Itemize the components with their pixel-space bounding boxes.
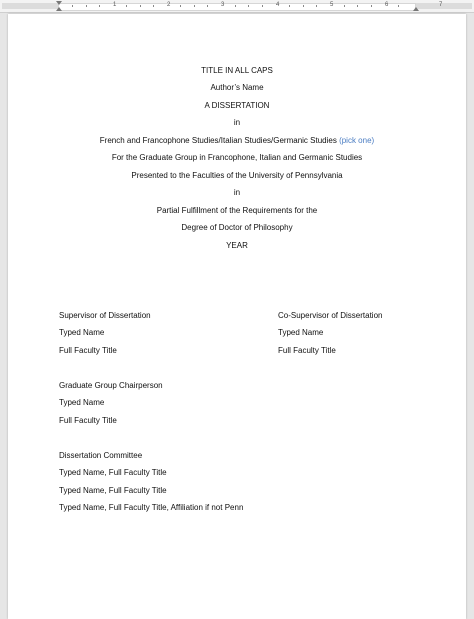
right-indent-marker[interactable]: [413, 7, 419, 11]
degree-line[interactable]: Degree of Doctor of Philosophy: [181, 223, 293, 232]
ruler-tick: [316, 5, 317, 7]
cosupervisor-heading[interactable]: Co-Supervisor of Dissertation: [278, 311, 383, 320]
committee-member[interactable]: Typed Name, Full Faculty Title: [59, 486, 167, 495]
hanging-indent-marker[interactable]: [56, 7, 62, 11]
pick-one-note: (pick one): [339, 136, 375, 145]
committee-heading[interactable]: Dissertation Committee: [59, 451, 143, 460]
presented-line[interactable]: Presented to the Faculties of the University of Pennsylvania: [131, 171, 343, 180]
dissertation-title[interactable]: TITLE IN ALL CAPS: [201, 66, 273, 75]
ruler-tick: [153, 5, 154, 7]
ruler-right-margin: [416, 3, 472, 9]
ruler-tick: [207, 5, 208, 7]
chair-name[interactable]: Typed Name: [59, 398, 105, 407]
in-line-1[interactable]: in: [233, 118, 241, 127]
ruler-text-area: [58, 3, 416, 11]
committee-member[interactable]: Typed Name, Full Faculty Title: [59, 468, 167, 477]
ruler-number: 4: [276, 2, 280, 8]
ruler-number: 7: [439, 2, 443, 8]
ruler-tick: [344, 5, 345, 7]
ruler-tick: [262, 5, 263, 7]
ruler-tick: [248, 5, 249, 7]
in-line-2[interactable]: in: [233, 188, 241, 197]
cosupervisor-title[interactable]: Full Faculty Title: [278, 346, 336, 355]
ruler-tick: [194, 5, 195, 7]
ruler-number: 3: [221, 2, 225, 8]
first-line-indent-marker[interactable]: [56, 1, 62, 5]
ruler-tick: [289, 5, 290, 7]
ruler-tick: [235, 5, 236, 7]
ruler-tick: [72, 5, 73, 7]
ruler-tick: [126, 5, 127, 7]
ruler-tick: [86, 5, 87, 7]
author-name[interactable]: Author’s Name: [210, 83, 264, 92]
year-line[interactable]: YEAR: [226, 241, 248, 250]
graduate-group-line[interactable]: For the Graduate Group in Francophone, Italian and Germanic Studies: [111, 153, 363, 162]
horizontal-ruler[interactable]: [0, 0, 474, 13]
supervisor-title[interactable]: Full Faculty Title: [59, 346, 117, 355]
document-page[interactable]: [8, 14, 466, 619]
ruler-tick: [398, 5, 399, 7]
partial-fulfillment-line[interactable]: Partial Fulfillment of the Requirements for the: [156, 206, 318, 215]
program-line[interactable]: [8, 136, 466, 145]
ruler-left-margin: [2, 3, 58, 9]
ruler-tick: [99, 5, 100, 7]
committee-member[interactable]: Typed Name, Full Faculty Title, Affiliation if not Penn: [59, 503, 244, 512]
chair-heading[interactable]: Graduate Group Chairperson: [59, 381, 163, 390]
document-type[interactable]: A DISSERTATION: [204, 101, 270, 110]
ruler-tick: [357, 5, 358, 7]
supervisor-name[interactable]: Typed Name: [59, 328, 105, 337]
supervisor-heading[interactable]: Supervisor of Dissertation: [59, 311, 151, 320]
ruler-tick: [140, 5, 141, 7]
ruler-number: 5: [330, 2, 334, 8]
ruler-number: 6: [385, 2, 389, 8]
ruler-tick: [303, 5, 304, 7]
ruler-tick: [371, 5, 372, 7]
ruler-number: 2: [167, 2, 171, 8]
cosupervisor-name[interactable]: Typed Name: [278, 328, 324, 337]
program-names: French and Francophone Studies/Italian Studies/Germanic Studies: [99, 136, 337, 145]
ruler-tick: [180, 5, 181, 7]
ruler-number: 1: [113, 2, 117, 8]
chair-title[interactable]: Full Faculty Title: [59, 416, 117, 425]
